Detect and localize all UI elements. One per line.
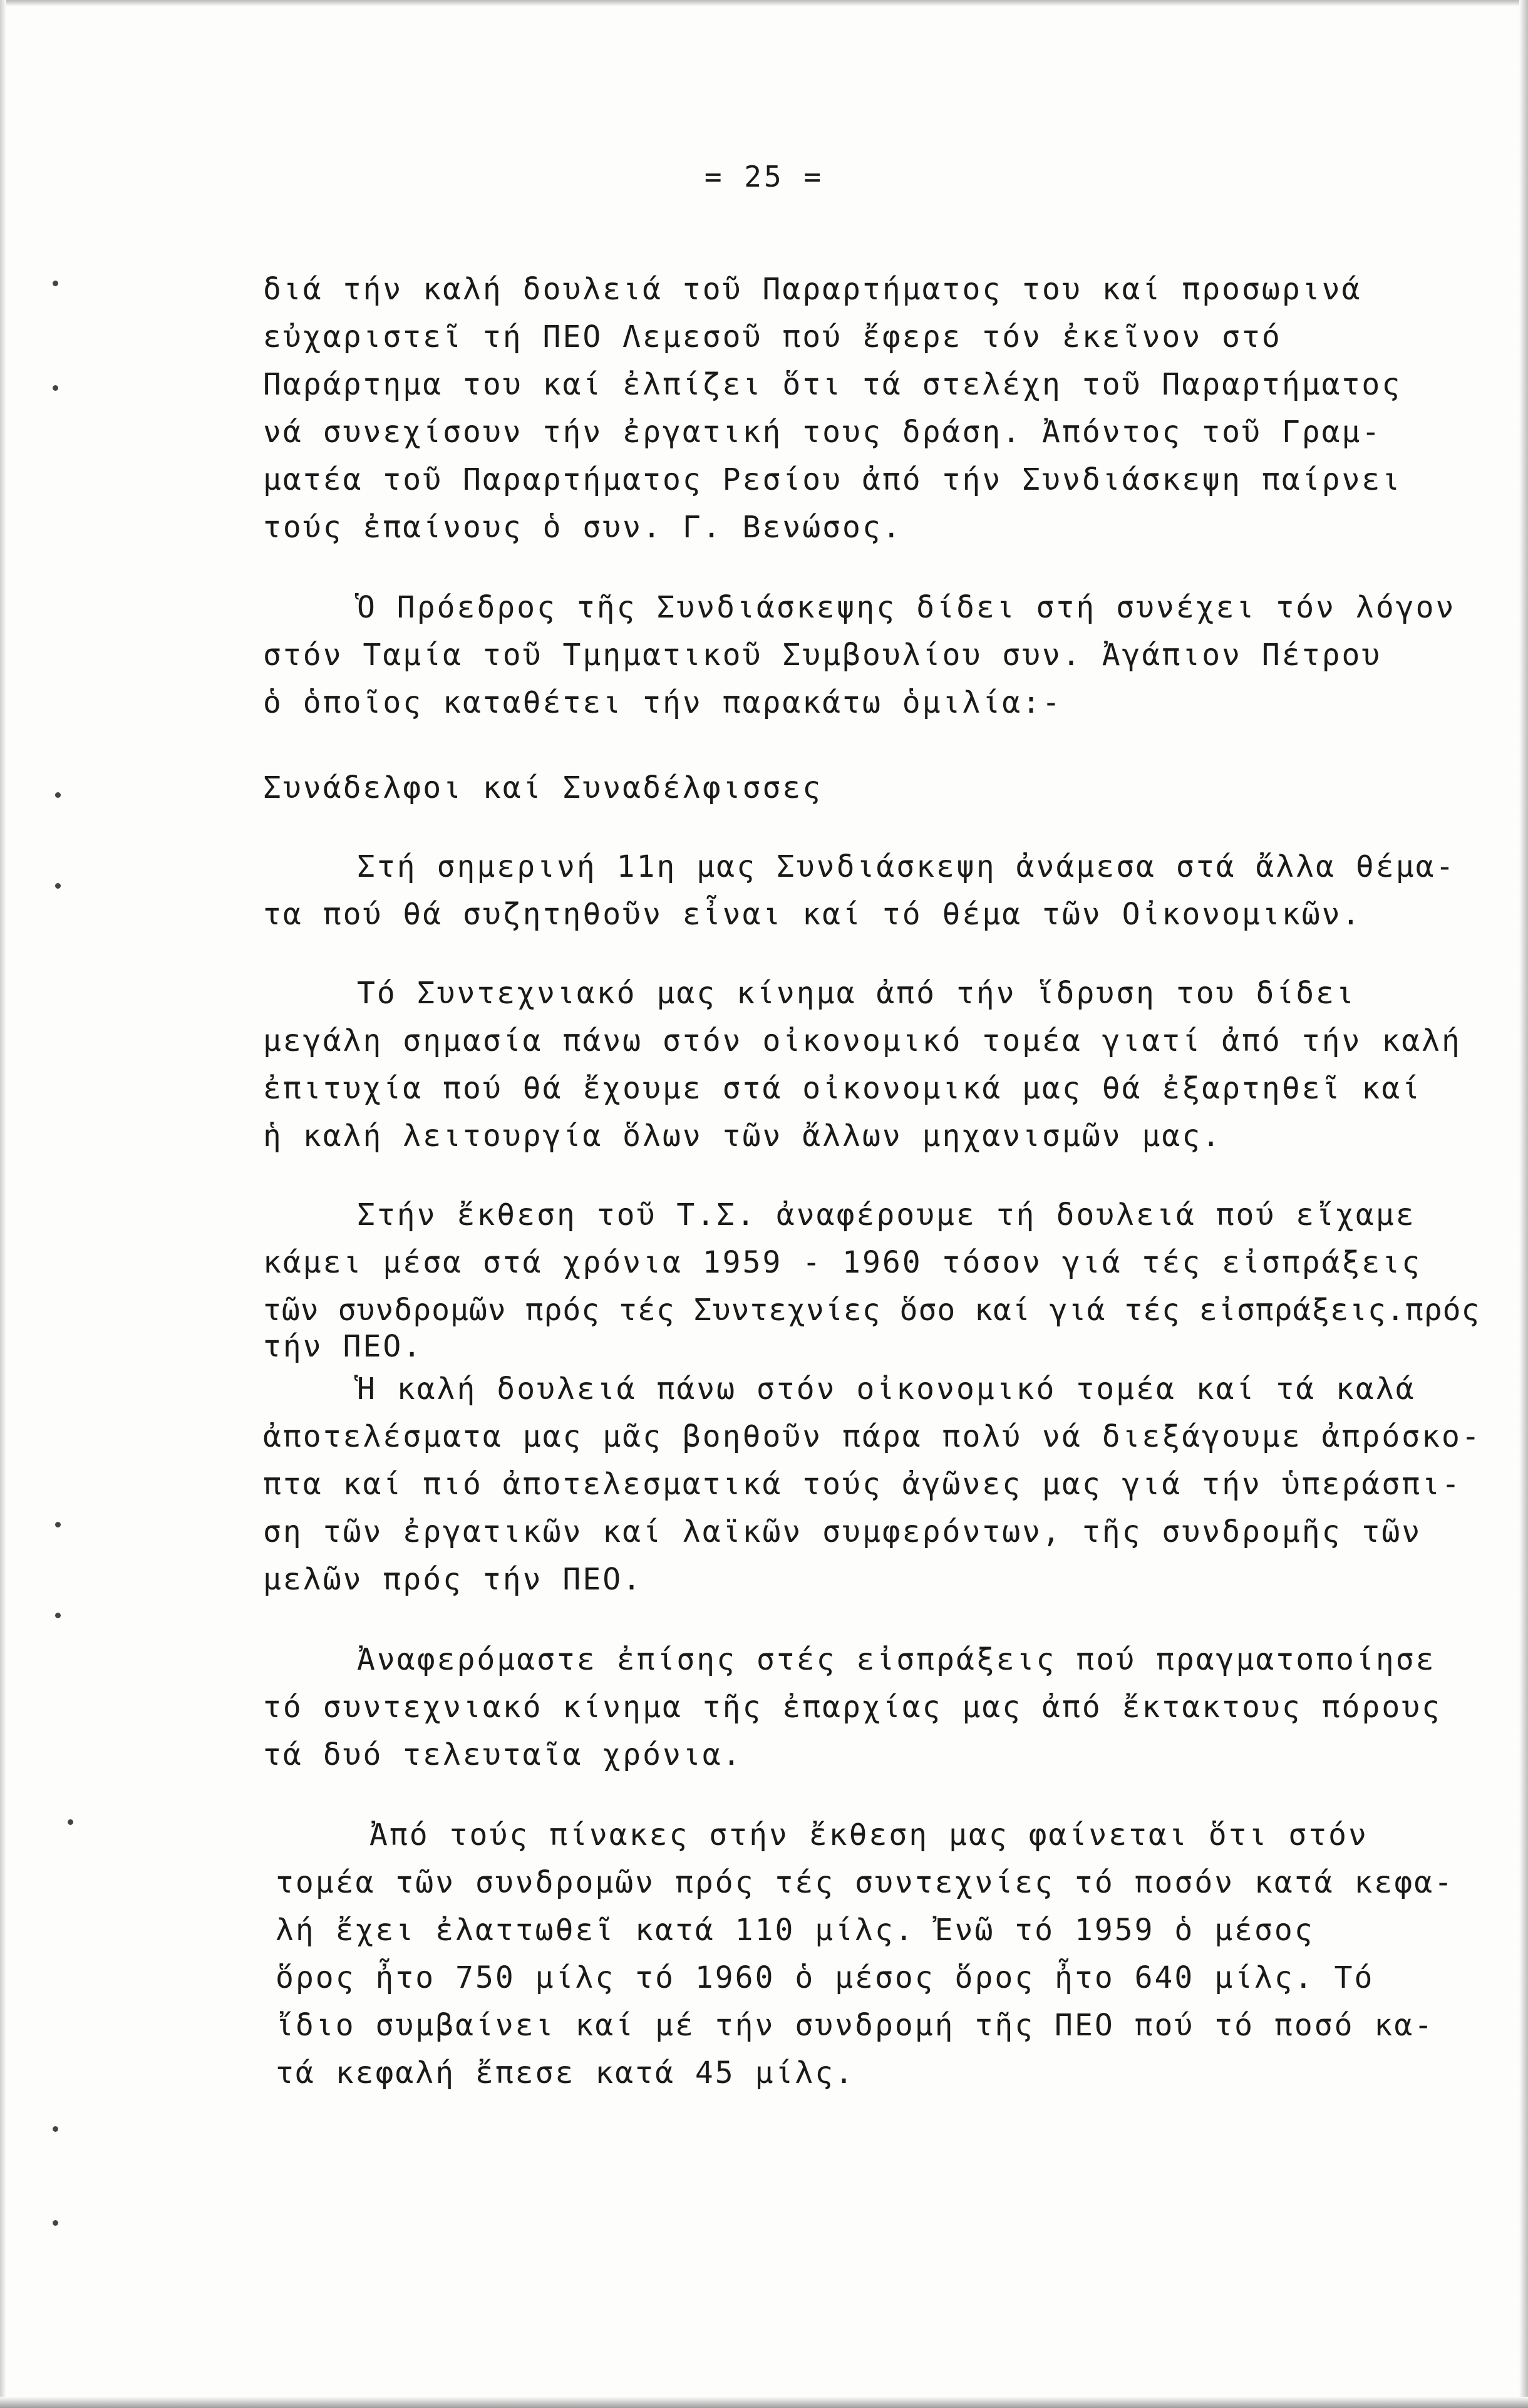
text-line: ὅρος ἦτο 750 μίλς τό 1960 ὁ μέσος ὅρος ἦτο 640 μίλς. Τό — [276, 1960, 1375, 1995]
scan-edge-right — [1519, 0, 1528, 2408]
text-line: τά κεφαλή ἔπεσε κατά 45 μίλς. — [276, 2055, 855, 2090]
margin-speck — [53, 2220, 58, 2226]
text-line: μεγάλη σημασία πάνω στόν οἰκονομικό τομέα γιατί ἀπό τήν καλή — [263, 1023, 1462, 1058]
text-line: τομέα τῶν συνδρομῶν πρός τές συντεχνίες τό ποσόν κατά κεφα- — [276, 1865, 1455, 1900]
salutation: Συνάδελφοι καί Συναδέλφισσες — [263, 770, 823, 805]
margin-speck — [55, 792, 61, 798]
text-line: ἐπιτυχία πού θά ἔχουμε στά οἰκονομικά μας θά ἐξαρτηθεῖ καί — [263, 1071, 1422, 1106]
text-line: κάμει μέσα στά χρόνια 1959 - 1960 τόσον γιά τές εἰσπράξεις — [263, 1245, 1422, 1280]
text-line: λή ἔχει ἐλαττωθεῖ κατά 110 μίλς. Ἐνῶ τό 1959 ὁ μέσος — [276, 1913, 1314, 1948]
text-line: πτα καί πιό ἀποτελεσματικά τούς ἀγῶνες μας γιά τήν ὑπεράσπι- — [263, 1467, 1462, 1502]
text-line: ἀποτελέσματα μας μᾶς βοηθοῦν πάρα πολύ νά διεξάγουμε ἀπρόσκο- — [263, 1419, 1482, 1454]
text-line: τά δυό τελευταῖα χρόνια. — [263, 1737, 743, 1772]
text-line: Ἀναφερόμαστε ἐπίσης στές εἰσπράξεις πού πραγματοποίησε — [357, 1642, 1436, 1677]
text-line: ση τῶν ἐργατικῶν καί λαϊκῶν συμφερόντων, τῆς συνδρομῆς τῶν — [263, 1514, 1422, 1549]
text-line: Ἀπό τούς πίνακες στήν ἔκθεση μας φαίνεται ὅτι στόν — [369, 1817, 1368, 1853]
margin-speck — [68, 1819, 73, 1825]
text-line: Στήν ἔκθεση τοῦ Τ.Σ. ἀναφέρουμε τή δουλειά πού εἴχαμε — [357, 1197, 1416, 1232]
text-line: στόν Ταμία τοῦ Τμηματικοῦ Συμβουλίου συν. Ἀγάπιον Πέτρου — [263, 638, 1382, 673]
scan-edge-top — [0, 0, 1528, 6]
margin-speck — [55, 1522, 61, 1527]
text-line: ὁ ὁποῖος καταθέτει τήν παρακάτω ὁμιλία:- — [263, 685, 1062, 720]
text-line: ματέα τοῦ Παραρτήματος Ρεσίου ἀπό τήν Συνδιάσκεψη παίρνει — [263, 462, 1402, 497]
text-line: νά συνεχίσουν τήν ἐργατική τους δράση. Ἀπόντος τοῦ Γραμ- — [263, 415, 1382, 450]
text-line: ἴδιο συμβαίνει καί μέ τήν συνδρομή τῆς ΠΕΟ πού τό ποσό κα- — [276, 2008, 1435, 2043]
margin-speck — [53, 2126, 58, 2132]
text-line: τούς ἐπαίνους ὁ συν. Γ. Βενώσος. — [263, 510, 902, 545]
text-line: τήν ΠΕΟ. — [263, 1329, 423, 1364]
text-line: εὐχαριστεῖ τή ΠΕΟ Λεμεσοῦ πού ἔφερε τόν ἐκεῖνον στό — [263, 319, 1282, 354]
text-line: ἡ καλή λειτουργία ὅλων τῶν ἄλλων μηχανισμῶν μας. — [263, 1119, 1222, 1154]
text-line: Τό Συντεχνιακό μας κίνημα ἀπό τήν ἵδρυση του δίδει — [357, 976, 1356, 1011]
scan-edge-left — [0, 0, 6, 2408]
text-line: τῶν συνδρομῶν πρός τές Συντεχνίες ὅσο καί γιά τές εἰσπράξεις.πρός — [263, 1293, 1480, 1328]
page-number: = 25 = — [704, 160, 824, 194]
margin-speck — [53, 281, 58, 286]
text-line: τό συντεχνιακό κίνημα τῆς ἐπαρχίας μας ἀπό ἔκτακτους πόρους — [263, 1690, 1442, 1725]
text-line: Στή σημερινή 11η μας Συνδιάσκεψη ἀνάμεσα στά ἄλλα θέμα- — [357, 849, 1456, 884]
margin-speck — [55, 883, 61, 889]
text-line: διά τήν καλή δουλειά τοῦ Παραρτήματος του καί προσωρινά — [263, 272, 1362, 307]
text-line: Παράρτημα του καί ἐλπίζει ὅτι τά στελέχη τοῦ Παραρτήματος — [263, 367, 1402, 402]
scan-edge-bottom — [0, 2397, 1528, 2408]
text-line: Ἡ καλή δουλειά πάνω στόν οἰκονομικό τομέα καί τά καλά — [357, 1372, 1416, 1407]
text-line: Ὁ Πρόεδρος τῆς Συνδιάσκεψης δίδει στή συνέχει τόν λόγον — [357, 590, 1456, 625]
text-line: μελῶν πρός τήν ΠΕΟ. — [263, 1562, 643, 1597]
margin-speck — [53, 385, 58, 391]
text-line: τα πού θά συζητηθοῦν εἶναι καί τό θέμα τῶν Οἰκονομικῶν. — [263, 897, 1362, 932]
margin-speck — [55, 1613, 61, 1618]
